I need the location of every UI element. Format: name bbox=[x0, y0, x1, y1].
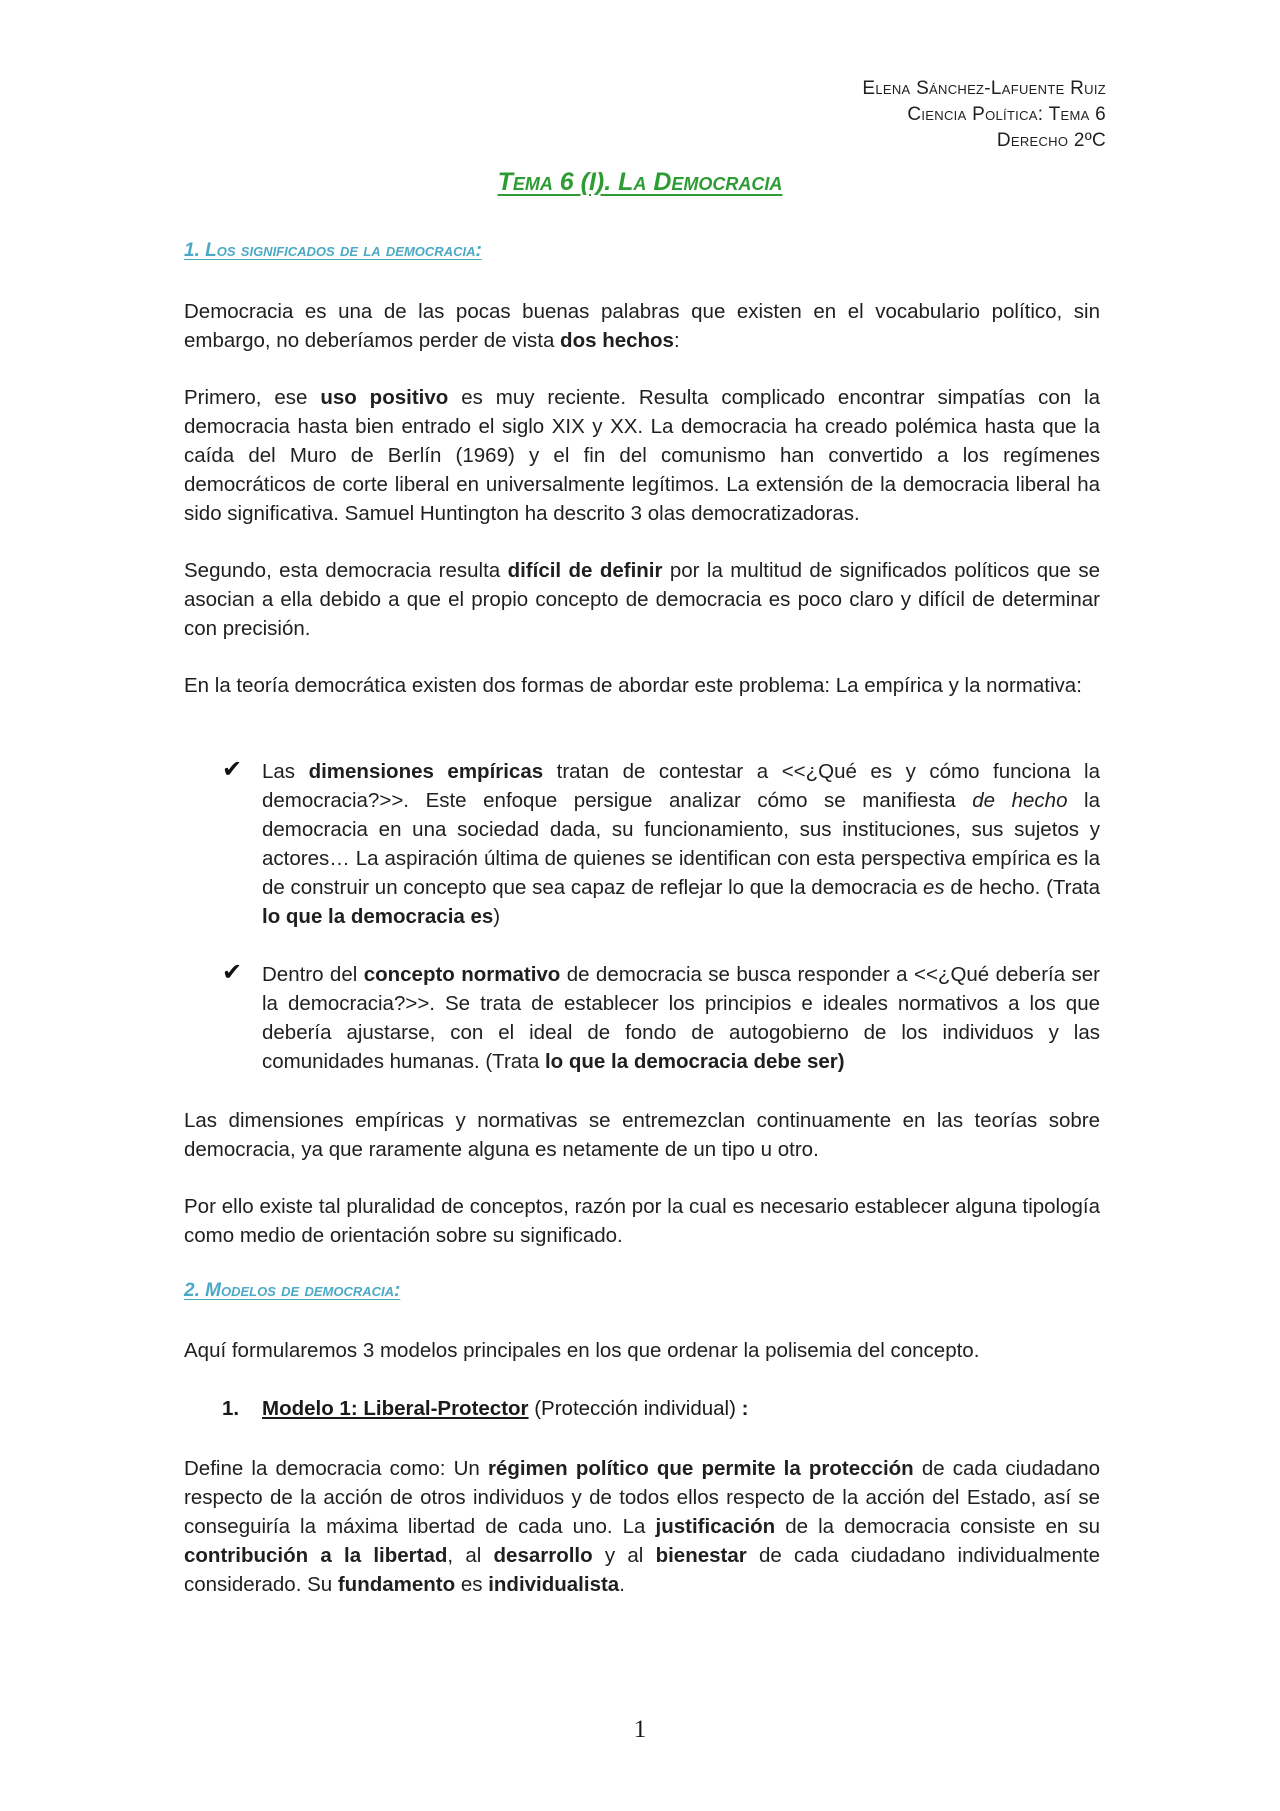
paragraph-model-1: Define la democracia como: Un régimen político que permite la protección de cada ciudadano respecto de la acción de otros individuos y de todos ellos respecto de la acción del Estado, así se conseguiría la máxima libertad de cada uno. La justificación de la democracia consiste en su contribución a la libertad, al desarrollo y al bienestar de cada ciudadano individualmente considerado. Su fundamento es individualista. bbox=[184, 1457, 1101, 1596]
paragraph-second-fact: Segundo, esta democracia resulta difícil de definir por la multitud de significados políticos que se asocian a ella debido a que el propio concepto de democracia es poco claro y difícil de determinar con precisión. bbox=[184, 559, 1100, 640]
paragraph-mix: Las dimensiones empíricas y normativas se entremezclan continuamente en las teorías sobre democracia, ya que raramente alguna es netamente de un tipo u otro. bbox=[184, 1109, 1100, 1161]
bullet-normative: Dentro del concepto normativo de democracia se busca responder a <<¿Qué debería ser la democracia?>>. Se trata de establecer los principios e ideales normativos a los que debería ajustarse, con el ideal de fondo de autogobierno de los individuos y las comunidades humanas. (Trata lo que la democracia debe ser) bbox=[262, 963, 1101, 1073]
paragraph-models-intro: Aquí formularemos 3 modelos principales en los que ordenar la polisemia del concepto. bbox=[184, 1339, 980, 1362]
paragraph-first-fact: Primero, ese uso positivo es muy reciente. Resulta complicado encontrar simpatías con la democracia hasta bien entrado el siglo XIX y XX. La democracia ha creado polémica hasta que la caída del Muro de Berlín (1969) y el fin del comunismo han convertido a los regímenes democráticos de corte liberal en universalmente legítimos. La extensión de la democracia liberal ha sido significativa. Samuel Huntington ha descrito 3 olas democratizadoras. bbox=[184, 386, 1100, 525]
model-1-heading: Modelo 1: Liberal-Protector (Protección individual) : bbox=[262, 1397, 749, 1420]
paragraph-intro: Democracia es una de las pocas buenas palabras que existen en el vocabulario político, sin embargo, no deberíamos perder de vista dos hechos: bbox=[184, 300, 1100, 352]
paragraph-approaches: En la teoría democrática existen dos formas de abordar este problema: La empírica y la normativa: bbox=[184, 674, 1082, 697]
page-number: 1 bbox=[633, 1716, 647, 1743]
header-author: Elena Sánchez-Lafuente Ruiz bbox=[862, 78, 1106, 99]
list-number: 1. bbox=[222, 1397, 240, 1420]
check-mark-icon: ✔ bbox=[222, 959, 243, 986]
section-heading-1: 1. Los significados de la democracia: bbox=[184, 240, 482, 261]
bullet-empirical: Las dimensiones empíricas tratan de contestar a <<¿Qué es y cómo funciona la democracia?>>. Este enfoque persigue analizar cómo se manifiesta de hecho la democracia en una sociedad dada, su funcionamiento, sus instituciones, sus sujetos y actores… La aspiración última de quienes se identifican con esta perspectiva empírica es la de construir un concepto que sea capaz de reflejar lo que la democracia es de hecho. (Trata lo que la democracia es) bbox=[262, 760, 1101, 928]
check-mark-icon: ✔ bbox=[222, 756, 243, 783]
document-title: Tema 6 (I). La Democracia bbox=[497, 168, 783, 196]
section-heading-2: 2. Modelos de democracia: bbox=[184, 1280, 401, 1301]
paragraph-plurality: Por ello existe tal pluralidad de conceptos, razón por la cual es necesario establecer alguna tipología como medio de orientación sobre su significado. bbox=[184, 1195, 1100, 1247]
header-course: Derecho 2ºC bbox=[996, 130, 1106, 151]
header-subject: Ciencia Política: Tema 6 bbox=[907, 104, 1106, 125]
